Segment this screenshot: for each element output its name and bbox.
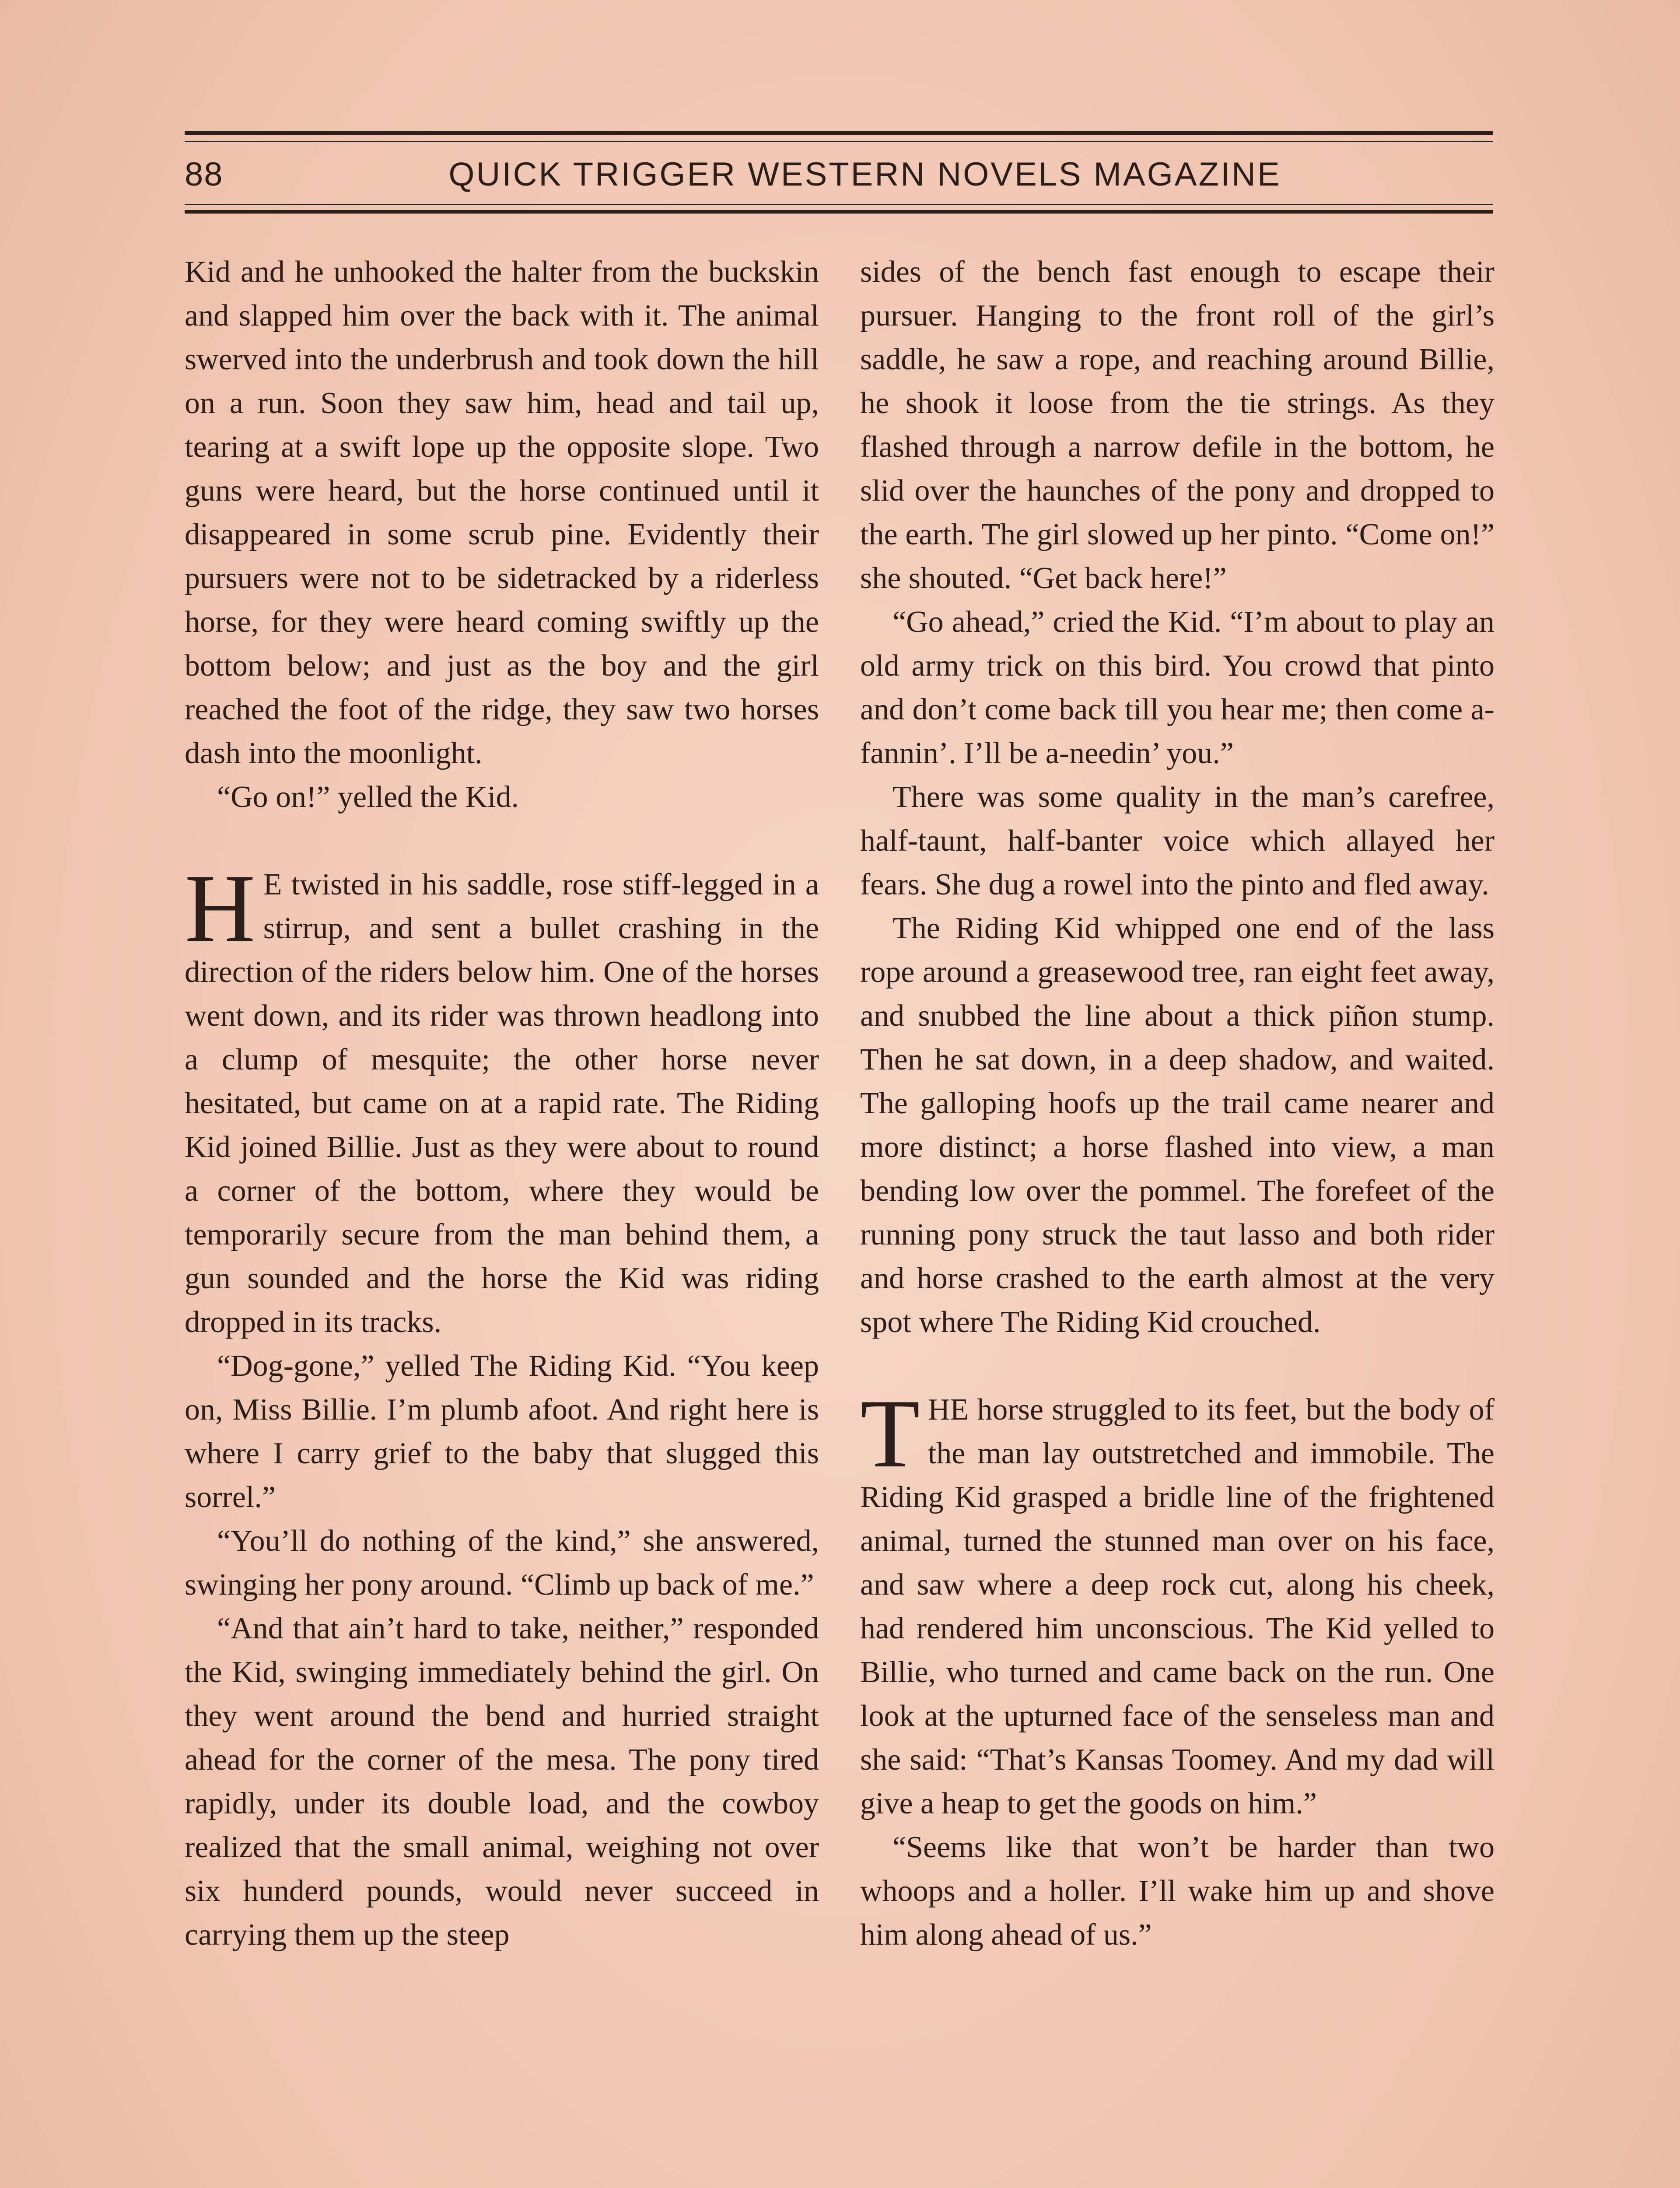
header-rule-top-thick: [185, 131, 1493, 135]
running-title: QUICK TRIGGER WESTERN NOVELS MAGAZINE: [448, 156, 1281, 193]
right-column: [860, 250, 1494, 1957]
paragraph-with-drop-cap: [860, 1379, 1494, 1826]
header-rule-bottom-thin: [185, 204, 1493, 205]
header-rule-top-thin: [185, 141, 1493, 142]
paragraph-with-drop-cap: [185, 854, 819, 1344]
paragraph: “And that ain’t hard to take, neither,” responded the Kid, swinging immediately behind the girl. On they went around the bend and hurried straight ahead for the corner of the mesa. The pony tired rapidly, under its double load, and the cowboy realized that the small animal, weighing not over six hunderd pounds, would never succeed in carrying them up the steep: [185, 1612, 819, 1952]
paragraph: The Riding Kid whipped one end of the lass rope around a greasewood tree, ran eight feet away, and snubbed the line about a thick piñon stump. Then he sat down, in a deep shadow, and waited. The galloping hoofs up the trail came nearer and more distinct; a horse flashed into view, a man bending low over the pommel. The forefeet of the running pony struck the taut lasso and both rider and horse crashed to the earth almost at the very spot where The Riding Kid crouched.: [860, 912, 1494, 1339]
paragraph: “Go on!” yelled the Kid.: [217, 780, 519, 814]
paragraph-text: E twisted in his saddle, rose stiff-legged in a stirrup, and sent a bullet crashing in the direction of the riders below him. One of the horses went down, and its rider was thrown headlong into a clump of mesquite; the other horse never hesitated, but came on at a rapid rate. The Riding Kid joined Billie. Just as they were about to round a corner of the bottom, where they would be temporarily secure from the man behind them, a gun sounded and the horse the Kid was riding dropped in its tracks.: [185, 868, 819, 1339]
paragraph: “Seems like that won’t be harder than two whoops and a holler. I’ll wake him up and shove him along ahead of us.”: [860, 1830, 1494, 1952]
page-number: 88: [185, 156, 224, 193]
paragraph: “You’ll do nothing of the kind,” she answered, swinging her pony around. “Climb up back of me.”: [185, 1524, 819, 1602]
left-column: [185, 250, 819, 1957]
paragraph: There was some quality in the man’s carefree, half-taunt, half-banter voice which allayed her fears. She dug a rowel into the pinto and fled away.: [860, 780, 1494, 901]
paragraph: sides of the bench fast enough to escape their pursuer. Hanging to the front roll of the girl’s saddle, he saw a rope, and reaching around Billie, he shook it loose from the tie strings. As they flashed through a narrow defile in the bottom, he slid over the haunches of the pony and dropped to the earth. The girl slowed up her pinto. “Come on!” she shouted. “Get back here!”: [860, 255, 1494, 595]
paragraph: Kid and he unhooked the halter from the buckskin and slapped him over the back with it. The animal swerved into the underbrush and took down the hill on a run. Soon they saw him, head and tail up, tearing at a swift lope up the opposite slope. Two guns were heard, but the horse continued until it disappeared in some scrub pine. Evidently their pursuers were not to be sidetracked by a riderless horse, for they were heard coming swiftly up the bottom below; and just as the boy and the girl reached the foot of the ridge, they saw two horses dash into the moonlight.: [185, 255, 819, 770]
header-rule-bottom-thick: [185, 210, 1493, 214]
paragraph: “Go ahead,” cried the Kid. “I’m about to play an old army trick on this bird. You crowd that pinto and don’t come back till you hear me; then come a-fannin’. I’ll be a-needin’ you.”: [860, 605, 1494, 770]
drop-cap: T: [860, 1379, 920, 1488]
drop-cap: H: [185, 854, 256, 963]
paragraph: “Dog-gone,” yelled The Riding Kid. “You keep on, Miss Billie. I’m plumb afoot. And right here is where I carry grief to the baby that slugged this sorrel.”: [185, 1349, 819, 1514]
page-header: [185, 147, 1493, 201]
paragraph-text: HE horse struggled to its feet, but the body of the man lay outstretched and immobile. The Riding Kid grasped a bridle line of the frightened animal, turned the stunned man over on his face, and saw where a deep rock cut, along his cheek, had rendered him unconscious. The Kid yelled to Billie, who turned and came back on the run. One look at the upturned face of the senseless man and she said: “That’s Kansas Toomey. And my dad will give a heap to get the goods on him.”: [860, 1393, 1494, 1820]
